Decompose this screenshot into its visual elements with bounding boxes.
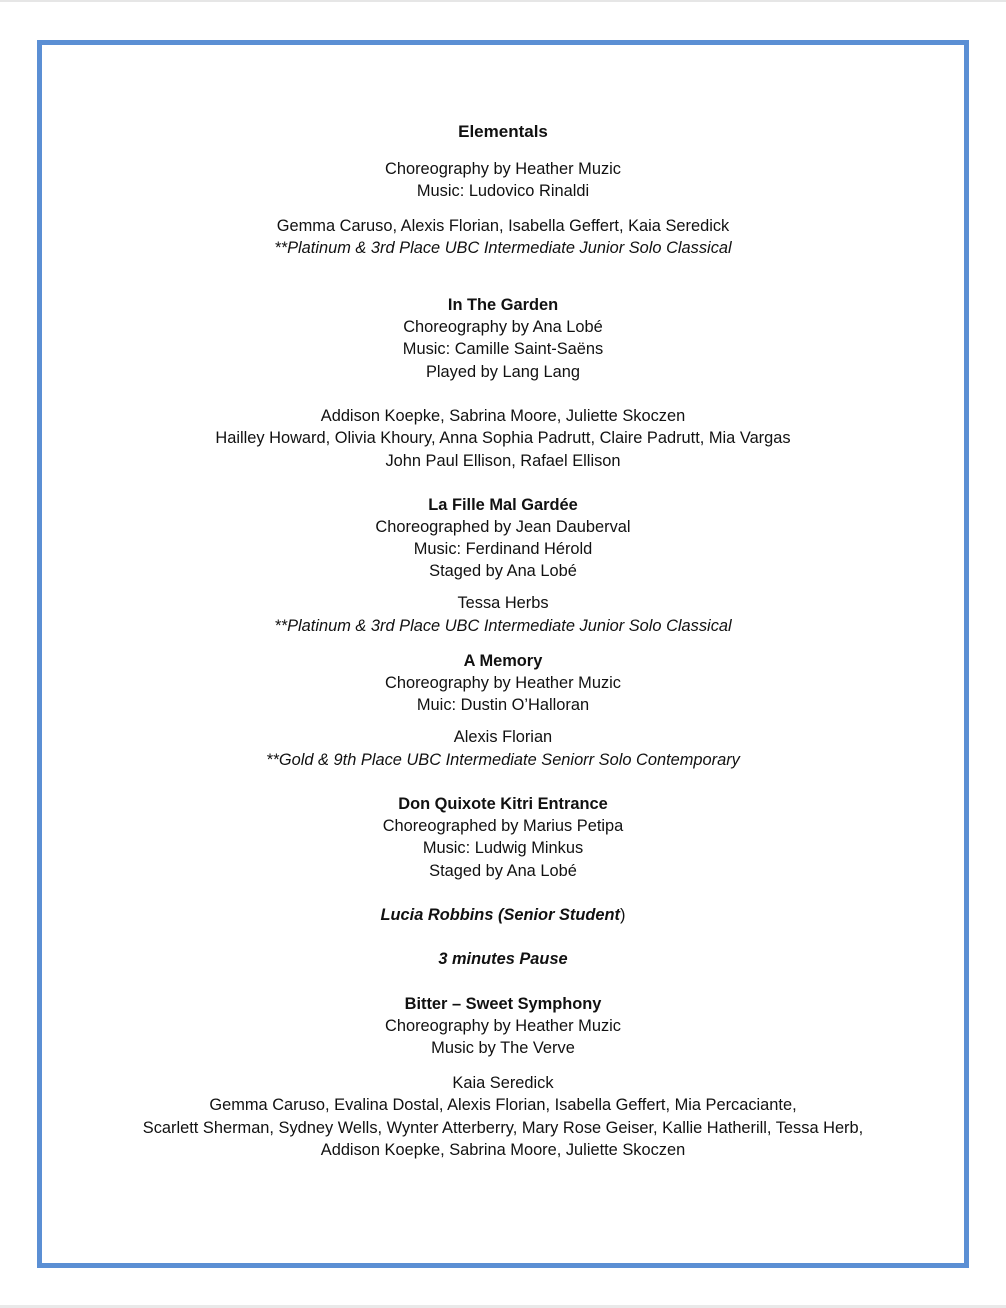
piece-title-don-quixote: Don Quixote Kitri Entrance — [398, 795, 608, 813]
piece-credit: Music: Ludwig Minkus — [422, 839, 584, 857]
piece-credit: Choreography by Heather Muzic — [385, 160, 621, 178]
piece-credit: Music by The Verve — [431, 1039, 575, 1057]
award-note: **Gold & 9th Place UBC Intermediate Seniorr Solo Contemporary — [266, 751, 740, 769]
piece-credit: Choreographed by Marius Petipa — [382, 817, 624, 835]
piece-credit: Staged by Ana Lobé — [429, 562, 577, 580]
dancer-list: Scarlett Sherman, Sydney Wells, Wynter Atterberry, Mary Rose Geiser, Kallie Hatherill, Tessa Herb, — [142, 1119, 864, 1137]
piece-credit: Staged by Ana Lobé — [429, 862, 577, 880]
piece-title-elementals: Elementals — [458, 122, 548, 141]
piece-credit: Choreography by Heather Muzic — [385, 674, 621, 692]
dancer-list: Gemma Caruso, Alexis Florian, Isabella Geffert, Kaia Seredick — [276, 217, 730, 235]
dancer-list: Addison Koepke, Sabrina Moore, Juliette Skoczen — [320, 1141, 686, 1159]
performer-close-paren: ) — [620, 906, 626, 924]
piece-credit: Music: Ferdinand Hérold — [413, 540, 593, 558]
dancer-list: Tessa Herbs — [457, 594, 549, 612]
piece-title-in-the-garden: In The Garden — [447, 296, 559, 314]
page-edge-top — [0, 0, 1006, 2]
piece-credit: Choreography by Ana Lobé — [403, 318, 603, 336]
piece-credit: Music: Ludovico Rinaldi — [416, 182, 590, 200]
intermission-note: 3 minutes Pause — [438, 950, 568, 968]
dancer-list: John Paul Ellison, Rafael Ellison — [385, 452, 621, 470]
piece-credit: Choreography by Heather Muzic — [385, 1017, 621, 1035]
performer-name: Lucia Robbins (Senior Student — [380, 906, 621, 924]
dancer-list: Hailley Howard, Olivia Khoury, Anna Sophia Padrutt, Claire Padrutt, Mia Vargas — [215, 429, 791, 447]
piece-credit: Choreographed by Jean Dauberval — [375, 518, 631, 536]
award-note: **Platinum & 3rd Place UBC Intermediate Junior Solo Classical — [274, 239, 732, 257]
piece-title-bitter-sweet-symphony: Bitter – Sweet Symphony — [404, 995, 602, 1013]
award-note: **Platinum & 3rd Place UBC Intermediate Junior Solo Classical — [274, 617, 732, 635]
piece-credit: Played by Lang Lang — [425, 363, 580, 381]
dancer-list: Kaia Seredick — [452, 1074, 554, 1092]
dancer-list: Gemma Caruso, Evalina Dostal, Alexis Florian, Isabella Geffert, Mia Percaciante, — [209, 1096, 797, 1114]
piece-credit: Music: Camille Saint-Saëns — [402, 340, 604, 358]
dancer-list: Addison Koepke, Sabrina Moore, Juliette Skoczen — [320, 407, 686, 425]
performer-line — [0, 904, 1006, 926]
piece-title-la-fille-mal-gardee: La Fille Mal Gardée — [428, 496, 578, 514]
piece-credit: Muic: Dustin O’Halloran — [416, 696, 590, 714]
piece-title-a-memory: A Memory — [463, 652, 543, 670]
dancer-list: Alexis Florian — [453, 728, 553, 746]
